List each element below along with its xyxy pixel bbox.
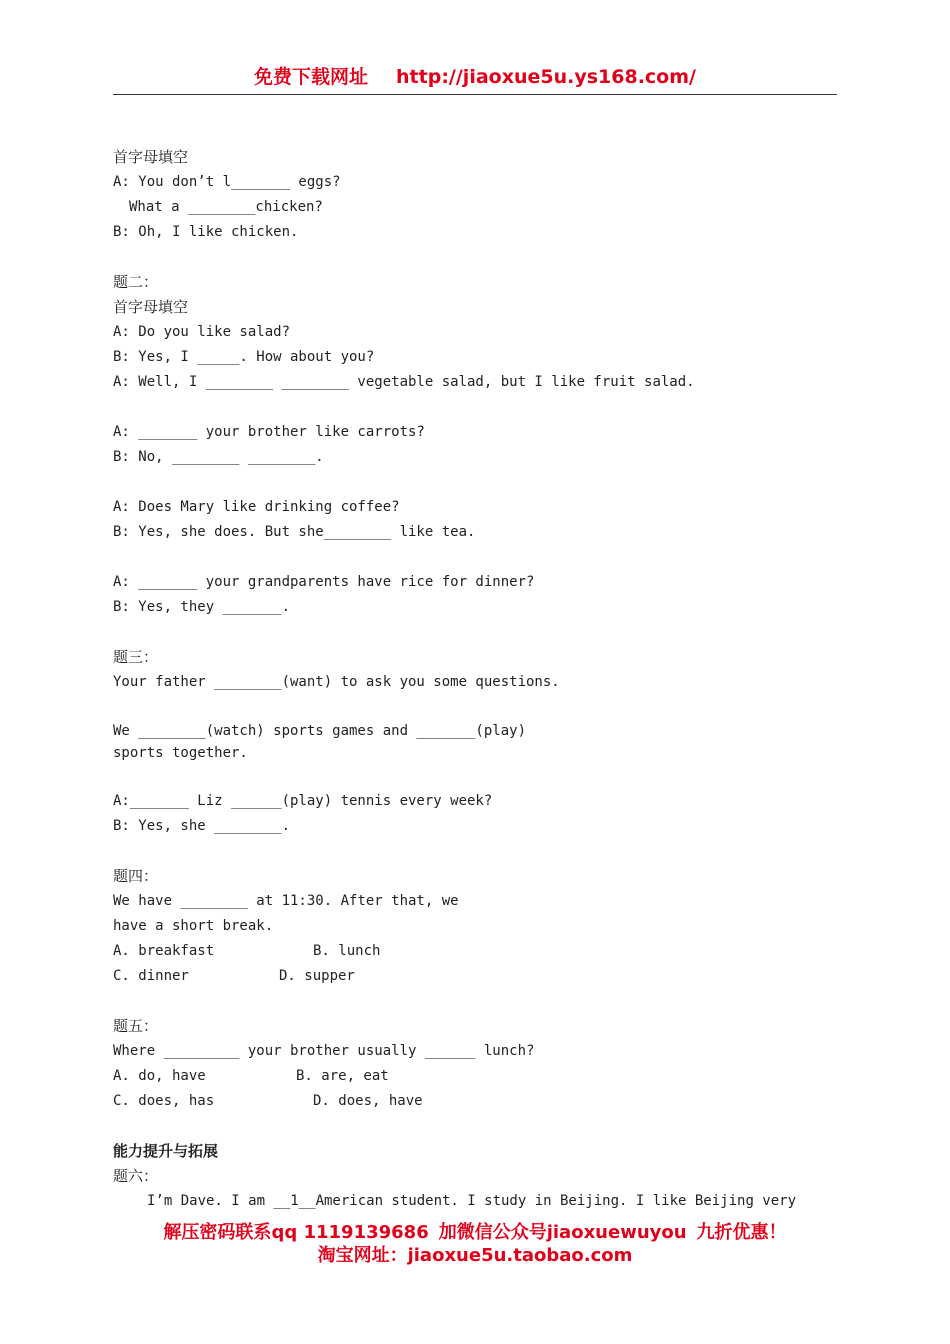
header-url-link[interactable]: http://jiaoxue5u.ys168.com/	[396, 66, 696, 88]
section-title: 能力提升与拓展	[113, 1142, 219, 1160]
footer-password-label: 解压密码联系	[163, 1222, 272, 1243]
footer-taobao-link[interactable]: 淘宝网址：jiaoxue5u.taobao.com	[317, 1245, 633, 1266]
footer-wechat-id: jiaoxuewuyou	[546, 1222, 687, 1243]
q4-option-b[interactable]: B. lunch	[313, 943, 381, 959]
q2-title: 首字母填空	[113, 298, 189, 316]
q4-option-d[interactable]: D. supper	[279, 968, 355, 984]
q5-option-b[interactable]: B. are, eat	[296, 1068, 389, 1084]
q1-line-2: What a ________chicken?	[129, 199, 323, 215]
q2-label: 题二：	[113, 273, 159, 291]
q3-sentence-2a: We ________(watch) sports games and _______(play)	[113, 723, 527, 739]
q2-d1-line-2: B: Yes, I _____. How about you?	[113, 349, 375, 365]
q1-line-1: A: You don’t l_______ eggs?	[113, 174, 341, 190]
q3-sentence-3a: A:_______ Liz ______(play) tennis every week?	[113, 793, 493, 809]
header-download-label: 免费下载网址	[254, 66, 369, 88]
footer-discount: 九折优惠！	[696, 1222, 787, 1243]
q4-option-c[interactable]: C. dinner	[113, 968, 189, 984]
q1-title: 首字母填空	[113, 148, 189, 166]
q6-label: 题六：	[113, 1167, 159, 1185]
q3-label: 题三：	[113, 648, 159, 666]
q2-d2-line-1: A: _______ your brother like carrots?	[113, 424, 425, 440]
q2-d3-line-2: B: Yes, she does. But she________ like tea.	[113, 524, 476, 540]
q5-option-c[interactable]: C. does, has	[113, 1093, 215, 1109]
q4-option-a[interactable]: A. breakfast	[113, 943, 215, 959]
q4-options-cd	[113, 964, 843, 989]
q2-d4-line-2: B: Yes, they _______.	[113, 599, 291, 615]
q3-sentence-2b: sports together.	[113, 745, 248, 761]
q4-options-ab	[113, 939, 843, 964]
q4-line-1: We have ________ at 11:30. After that, we	[113, 893, 459, 909]
q5-label: 题五：	[113, 1017, 159, 1035]
q2-d2-line-2: B: No, ________ ________.	[113, 449, 324, 465]
q2-d1-line-1: A: Do you like salad?	[113, 324, 291, 340]
page-header	[113, 62, 837, 95]
q2-d4-line-1: A: _______ your grandparents have rice for dinner?	[113, 574, 535, 590]
q5-option-d[interactable]: D. does, have	[313, 1093, 423, 1109]
q5-options-cd	[113, 1089, 843, 1114]
q1-line-3: B: Oh, I like chicken.	[113, 224, 299, 240]
q2-d1-line-3: A: Well, I ________ ________ vegetable salad, but I like fruit salad.	[113, 374, 695, 390]
footer-wechat-label: 加微信公众号	[438, 1222, 547, 1243]
q5-options-ab	[113, 1064, 843, 1089]
q4-line-2: have a short break.	[113, 918, 274, 934]
q5-line-1: Where _________ your brother usually ______ lunch?	[113, 1043, 535, 1059]
q2-d3-line-1: A: Does Mary like drinking coffee?	[113, 499, 400, 515]
q6-passage-line: I’m Dave. I am __1__American student. I study in Beijing. I like Beijing very	[147, 1193, 797, 1209]
q3-sentence-1: Your father ________(want) to ask you some questions.	[113, 674, 560, 690]
q3-sentence-3b: B: Yes, she ________.	[113, 818, 291, 834]
q4-label: 题四：	[113, 867, 159, 885]
worksheet-content	[113, 145, 843, 1214]
q5-option-a[interactable]: A. do, have	[113, 1068, 206, 1084]
footer-qq: qq 1119139686	[271, 1222, 429, 1243]
